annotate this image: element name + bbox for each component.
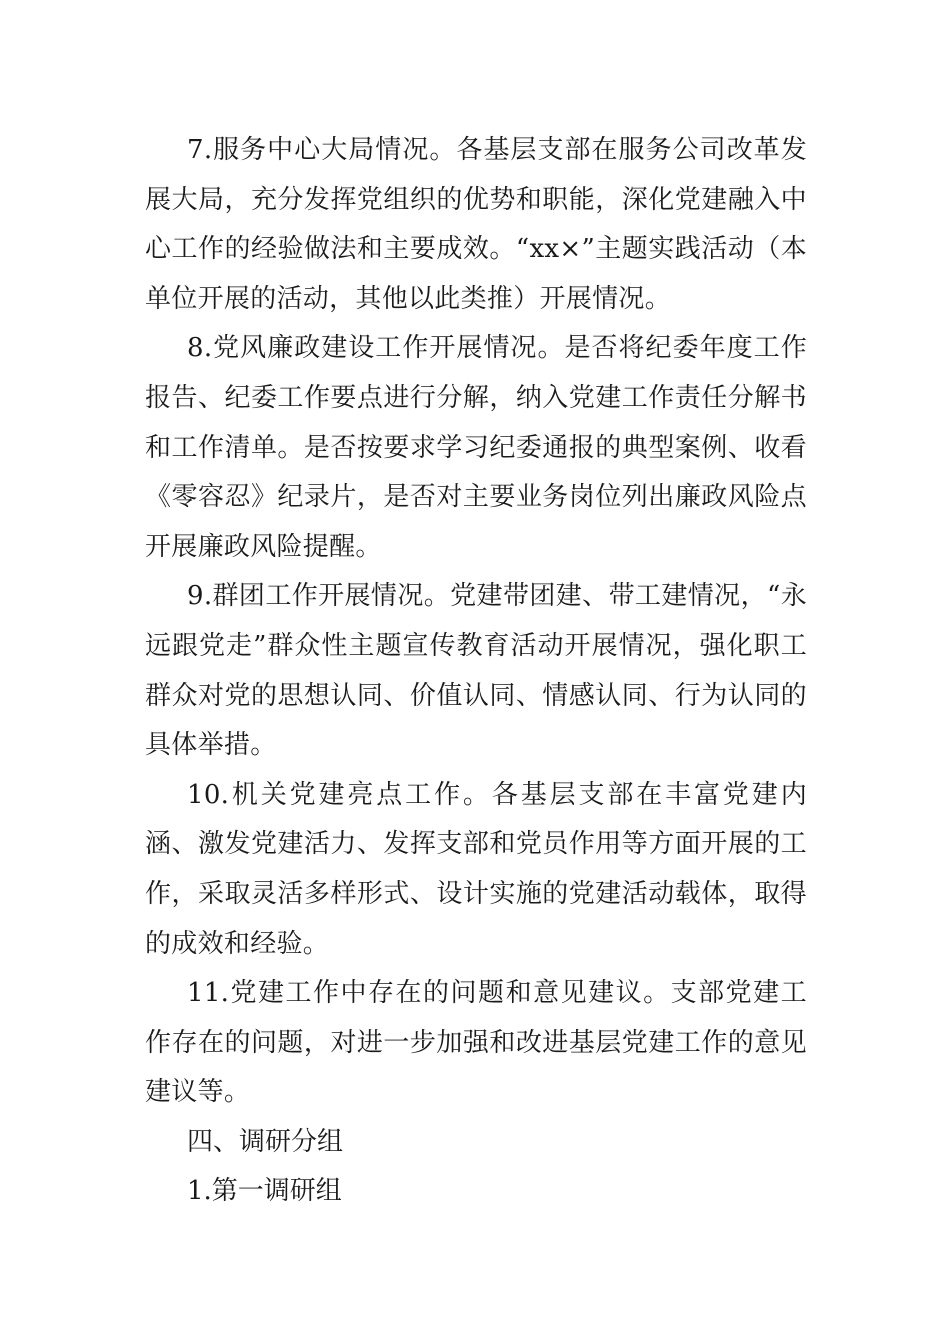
paragraph-item-11: 11.党建工作中存在的问题和意见建议。支部党建工作存在的问题，对进一步加强和改进基层党建工作的意见建议等。 — [145, 978, 807, 1108]
document-body — [145, 126, 807, 1217]
paragraph-item-8: 8.党风廉政建设工作开展情况。是否将纪委年度工作报告、纪委工作要点进行分解，纳入党建工作责任分解书和工作清单。是否按要求学习纪委通报的典型案例、收看《零容忍》纪录片，是否对主要业务岗位列出廉政风险点开展廉政风险提醒。 — [145, 333, 807, 562]
paragraph-item-7: 7.服务中心大局情况。各基层支部在服务公司改革发展大局，充分发挥党组织的优势和职能，深化党建融入中心工作的经验做法和主要成效。“xx×”主题实践活动（本单位开展的活动，其他以此类推）开展情况。 — [145, 135, 807, 314]
paragraph-item-9: 9.群团工作开展情况。党建带团建、带工建情况，“永远跟党走”群众性主题宣传教育活动开展情况，强化职工群众对党的思想认同、价值认同、情感认同、行为认同的具体举措。 — [145, 581, 807, 761]
sub-heading: 1.第一调研组 — [187, 1176, 342, 1207]
section-heading: 四、调研分组 — [187, 1126, 344, 1157]
paragraph-item-10: 10.机关党建亮点工作。各基层支部在丰富党建内涵、激发党建活力、发挥支部和党员作用等方面开展的工作，采取灵活多样形式、设计实施的党建活动载体，取得的成效和经验。 — [145, 779, 807, 959]
